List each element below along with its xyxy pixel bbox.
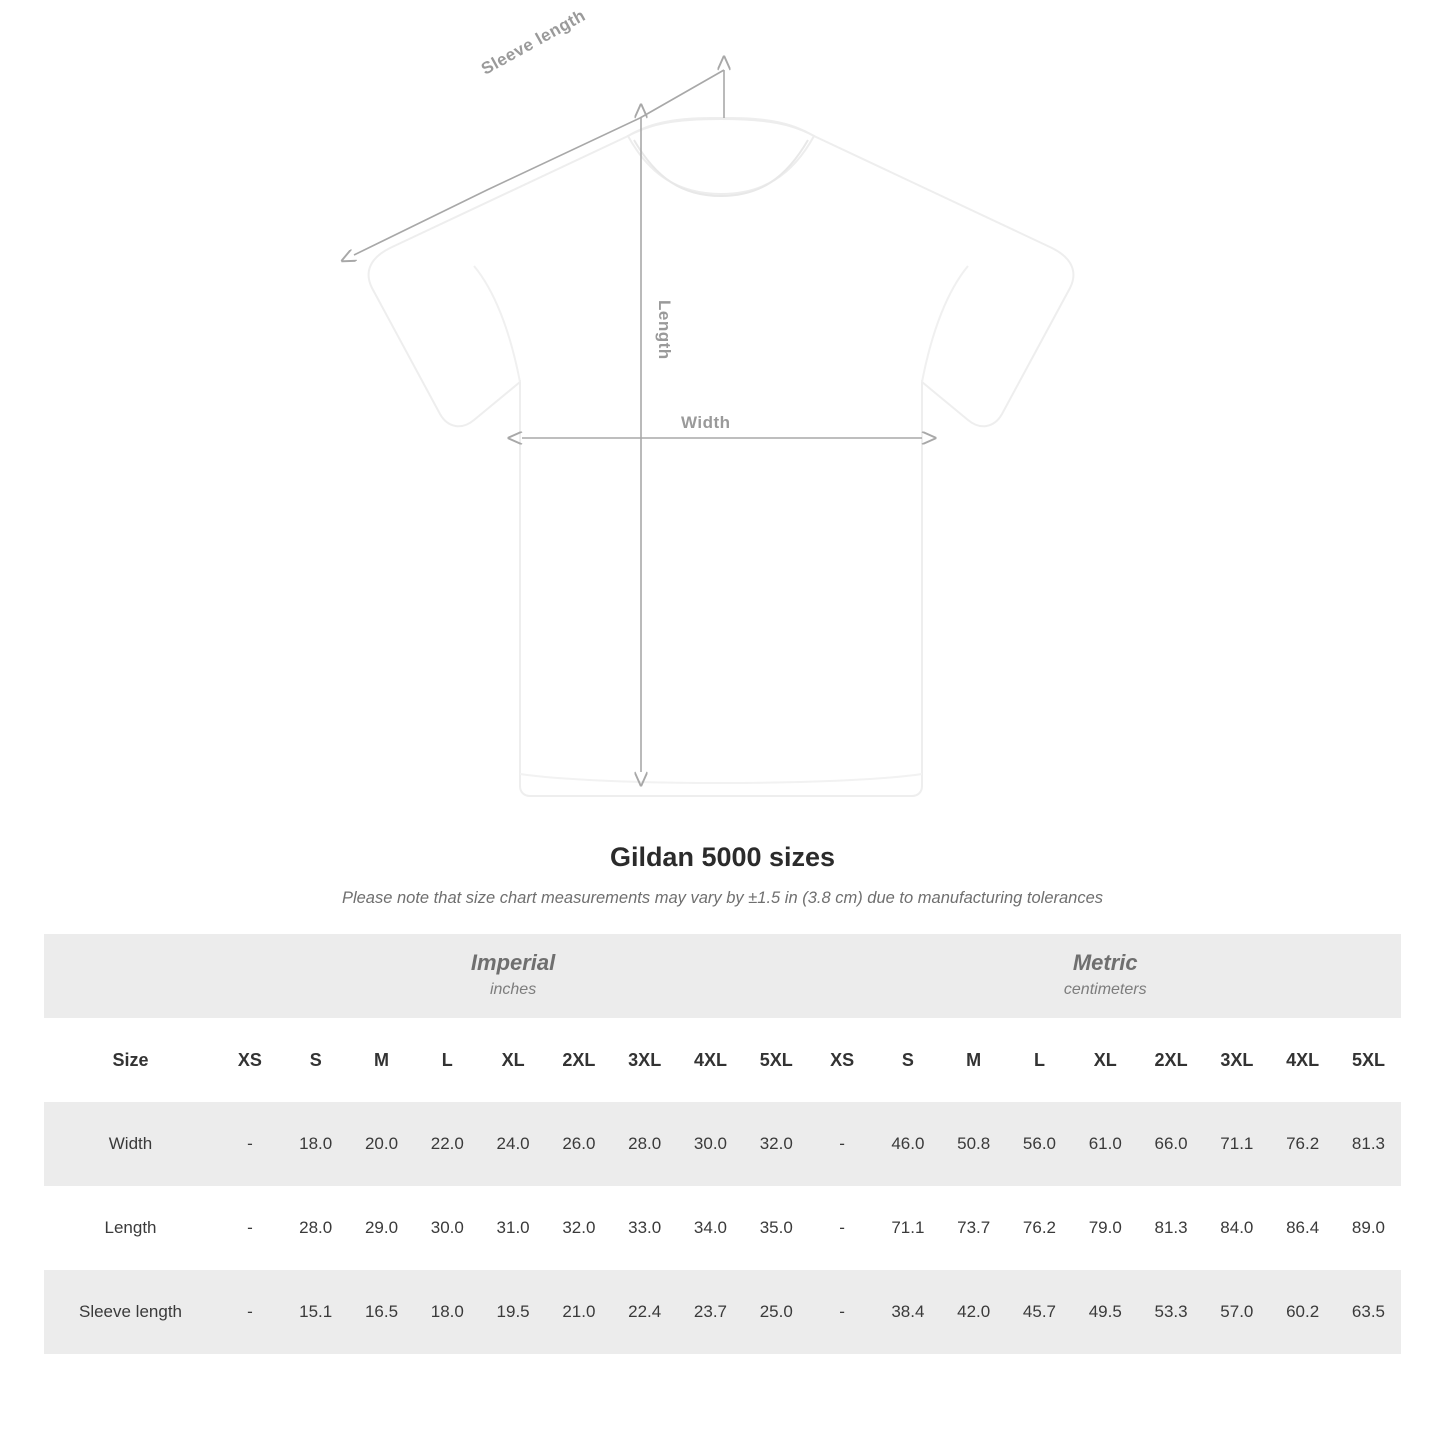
- cell-sleeve-imperial-3xl: 22.4: [612, 1270, 678, 1354]
- unit-header-metric: [809, 934, 1401, 1018]
- cell-width-metric-s: 46.0: [875, 1102, 941, 1186]
- unit-header-row: [44, 934, 1401, 1018]
- cell-width-imperial-3xl: 28.0: [612, 1102, 678, 1186]
- size-col-metric-3xl: 3XL: [1204, 1018, 1270, 1102]
- cell-width-imperial-l: 22.0: [414, 1102, 480, 1186]
- size-col-metric-l: L: [1007, 1018, 1073, 1102]
- unit-name-metric: Metric: [1072, 950, 1138, 976]
- unit-name-imperial: Imperial: [470, 950, 556, 976]
- cell-sleeve-imperial-4xl: 23.7: [678, 1270, 744, 1354]
- size-col-imperial-3xl: 3XL: [612, 1018, 678, 1102]
- cell-width-imperial-4xl: 30.0: [678, 1102, 744, 1186]
- cell-length-metric-m: 73.7: [941, 1186, 1007, 1270]
- cell-width-imperial-xs: -: [217, 1102, 283, 1186]
- cell-sleeve-metric-l: 45.7: [1007, 1270, 1073, 1354]
- cell-length-metric-5xl: 89.0: [1336, 1186, 1402, 1270]
- cell-sleeve-imperial-s: 15.1: [283, 1270, 349, 1354]
- width-label: Width: [681, 413, 731, 432]
- unit-sub-imperial: inches: [489, 980, 537, 998]
- cell-sleeve-metric-2xl: 53.3: [1138, 1270, 1204, 1354]
- cell-length-imperial-5xl: 35.0: [743, 1186, 809, 1270]
- cell-length-imperial-3xl: 33.0: [612, 1186, 678, 1270]
- cell-width-metric-xl: 61.0: [1072, 1102, 1138, 1186]
- cell-sleeve-imperial-xl: 19.5: [480, 1270, 546, 1354]
- unit-header-imperial: [217, 934, 809, 1018]
- table-row-width: [44, 1102, 1401, 1186]
- cell-width-imperial-s: 18.0: [283, 1102, 349, 1186]
- cell-length-metric-2xl: 81.3: [1138, 1186, 1204, 1270]
- size-table-wrapper: [44, 934, 1401, 1354]
- cell-length-imperial-xs: -: [217, 1186, 283, 1270]
- cell-length-imperial-m: 29.0: [349, 1186, 415, 1270]
- cell-width-metric-l: 56.0: [1007, 1102, 1073, 1186]
- page-title: Gildan 5000 sizes: [609, 842, 836, 872]
- cell-sleeve-metric-m: 42.0: [941, 1270, 1007, 1354]
- size-col-imperial-xl: XL: [480, 1018, 546, 1102]
- cell-length-imperial-s: 28.0: [283, 1186, 349, 1270]
- cell-length-imperial-2xl: 32.0: [546, 1186, 612, 1270]
- cell-width-metric-m: 50.8: [941, 1102, 1007, 1186]
- cell-sleeve-metric-4xl: 60.2: [1270, 1270, 1336, 1354]
- cell-sleeve-metric-xl: 49.5: [1072, 1270, 1138, 1354]
- size-col-metric-5xl: 5XL: [1336, 1018, 1402, 1102]
- size-col-metric-m: M: [941, 1018, 1007, 1102]
- cell-sleeve-metric-xs: -: [809, 1270, 875, 1354]
- size-col-metric-xs: XS: [809, 1018, 875, 1102]
- cell-width-metric-2xl: 66.0: [1138, 1102, 1204, 1186]
- table-row-length: [44, 1186, 1401, 1270]
- cell-length-imperial-xl: 31.0: [480, 1186, 546, 1270]
- size-col-imperial-l: L: [414, 1018, 480, 1102]
- cell-length-metric-xs: -: [809, 1186, 875, 1270]
- cell-length-metric-xl: 79.0: [1072, 1186, 1138, 1270]
- size-table: [44, 934, 1401, 1354]
- cell-sleeve-imperial-l: 18.0: [414, 1270, 480, 1354]
- cell-sleeve-imperial-m: 16.5: [349, 1270, 415, 1354]
- cell-sleeve-metric-3xl: 57.0: [1204, 1270, 1270, 1354]
- title-block: [0, 842, 1445, 908]
- tolerance-note: Please note that size chart measurements may vary by ±1.5 in (3.8 cm) due to manufacturing tolerances: [341, 889, 1104, 907]
- size-col-imperial-4xl: 4XL: [678, 1018, 744, 1102]
- size-col-imperial-2xl: 2XL: [546, 1018, 612, 1102]
- length-label: Length: [655, 300, 674, 360]
- cell-sleeve-imperial-xs: -: [217, 1270, 283, 1354]
- size-col-imperial-xs: XS: [217, 1018, 283, 1102]
- row-label-width: Width: [44, 1102, 217, 1186]
- table-row-sleeve-length: [44, 1270, 1401, 1354]
- size-header-row: [44, 1018, 1401, 1102]
- cell-width-imperial-m: 20.0: [349, 1102, 415, 1186]
- cell-length-imperial-l: 30.0: [414, 1186, 480, 1270]
- tshirt-shape: [369, 118, 1074, 796]
- cell-sleeve-metric-s: 38.4: [875, 1270, 941, 1354]
- unit-sub-metric: centimeters: [1063, 980, 1147, 998]
- cell-sleeve-metric-5xl: 63.5: [1336, 1270, 1402, 1354]
- size-col-imperial-5xl: 5XL: [743, 1018, 809, 1102]
- size-col-imperial-s: S: [283, 1018, 349, 1102]
- cell-width-imperial-5xl: 32.0: [743, 1102, 809, 1186]
- size-col-imperial-m: M: [349, 1018, 415, 1102]
- size-col-metric-4xl: 4XL: [1270, 1018, 1336, 1102]
- cell-sleeve-imperial-5xl: 25.0: [743, 1270, 809, 1354]
- cell-length-metric-s: 71.1: [875, 1186, 941, 1270]
- size-col-metric-2xl: 2XL: [1138, 1018, 1204, 1102]
- unit-header-spacer: [44, 934, 217, 1018]
- size-col-metric-s: S: [875, 1018, 941, 1102]
- cell-width-imperial-2xl: 26.0: [546, 1102, 612, 1186]
- cell-width-metric-3xl: 71.1: [1204, 1102, 1270, 1186]
- cell-width-imperial-xl: 24.0: [480, 1102, 546, 1186]
- row-label-sleeve-length: Sleeve length: [44, 1270, 217, 1354]
- cell-sleeve-imperial-2xl: 21.0: [546, 1270, 612, 1354]
- size-col-metric-xl: XL: [1072, 1018, 1138, 1102]
- cell-length-metric-4xl: 86.4: [1270, 1186, 1336, 1270]
- cell-width-metric-4xl: 76.2: [1270, 1102, 1336, 1186]
- row-label-length: Length: [44, 1186, 217, 1270]
- sleeve-length-label: Sleeve length: [478, 5, 589, 79]
- cell-width-metric-xs: -: [809, 1102, 875, 1186]
- cell-width-metric-5xl: 81.3: [1336, 1102, 1402, 1186]
- cell-length-metric-l: 76.2: [1007, 1186, 1073, 1270]
- cell-length-metric-3xl: 84.0: [1204, 1186, 1270, 1270]
- cell-length-imperial-4xl: 34.0: [678, 1186, 744, 1270]
- size-header-label: Size: [44, 1018, 217, 1102]
